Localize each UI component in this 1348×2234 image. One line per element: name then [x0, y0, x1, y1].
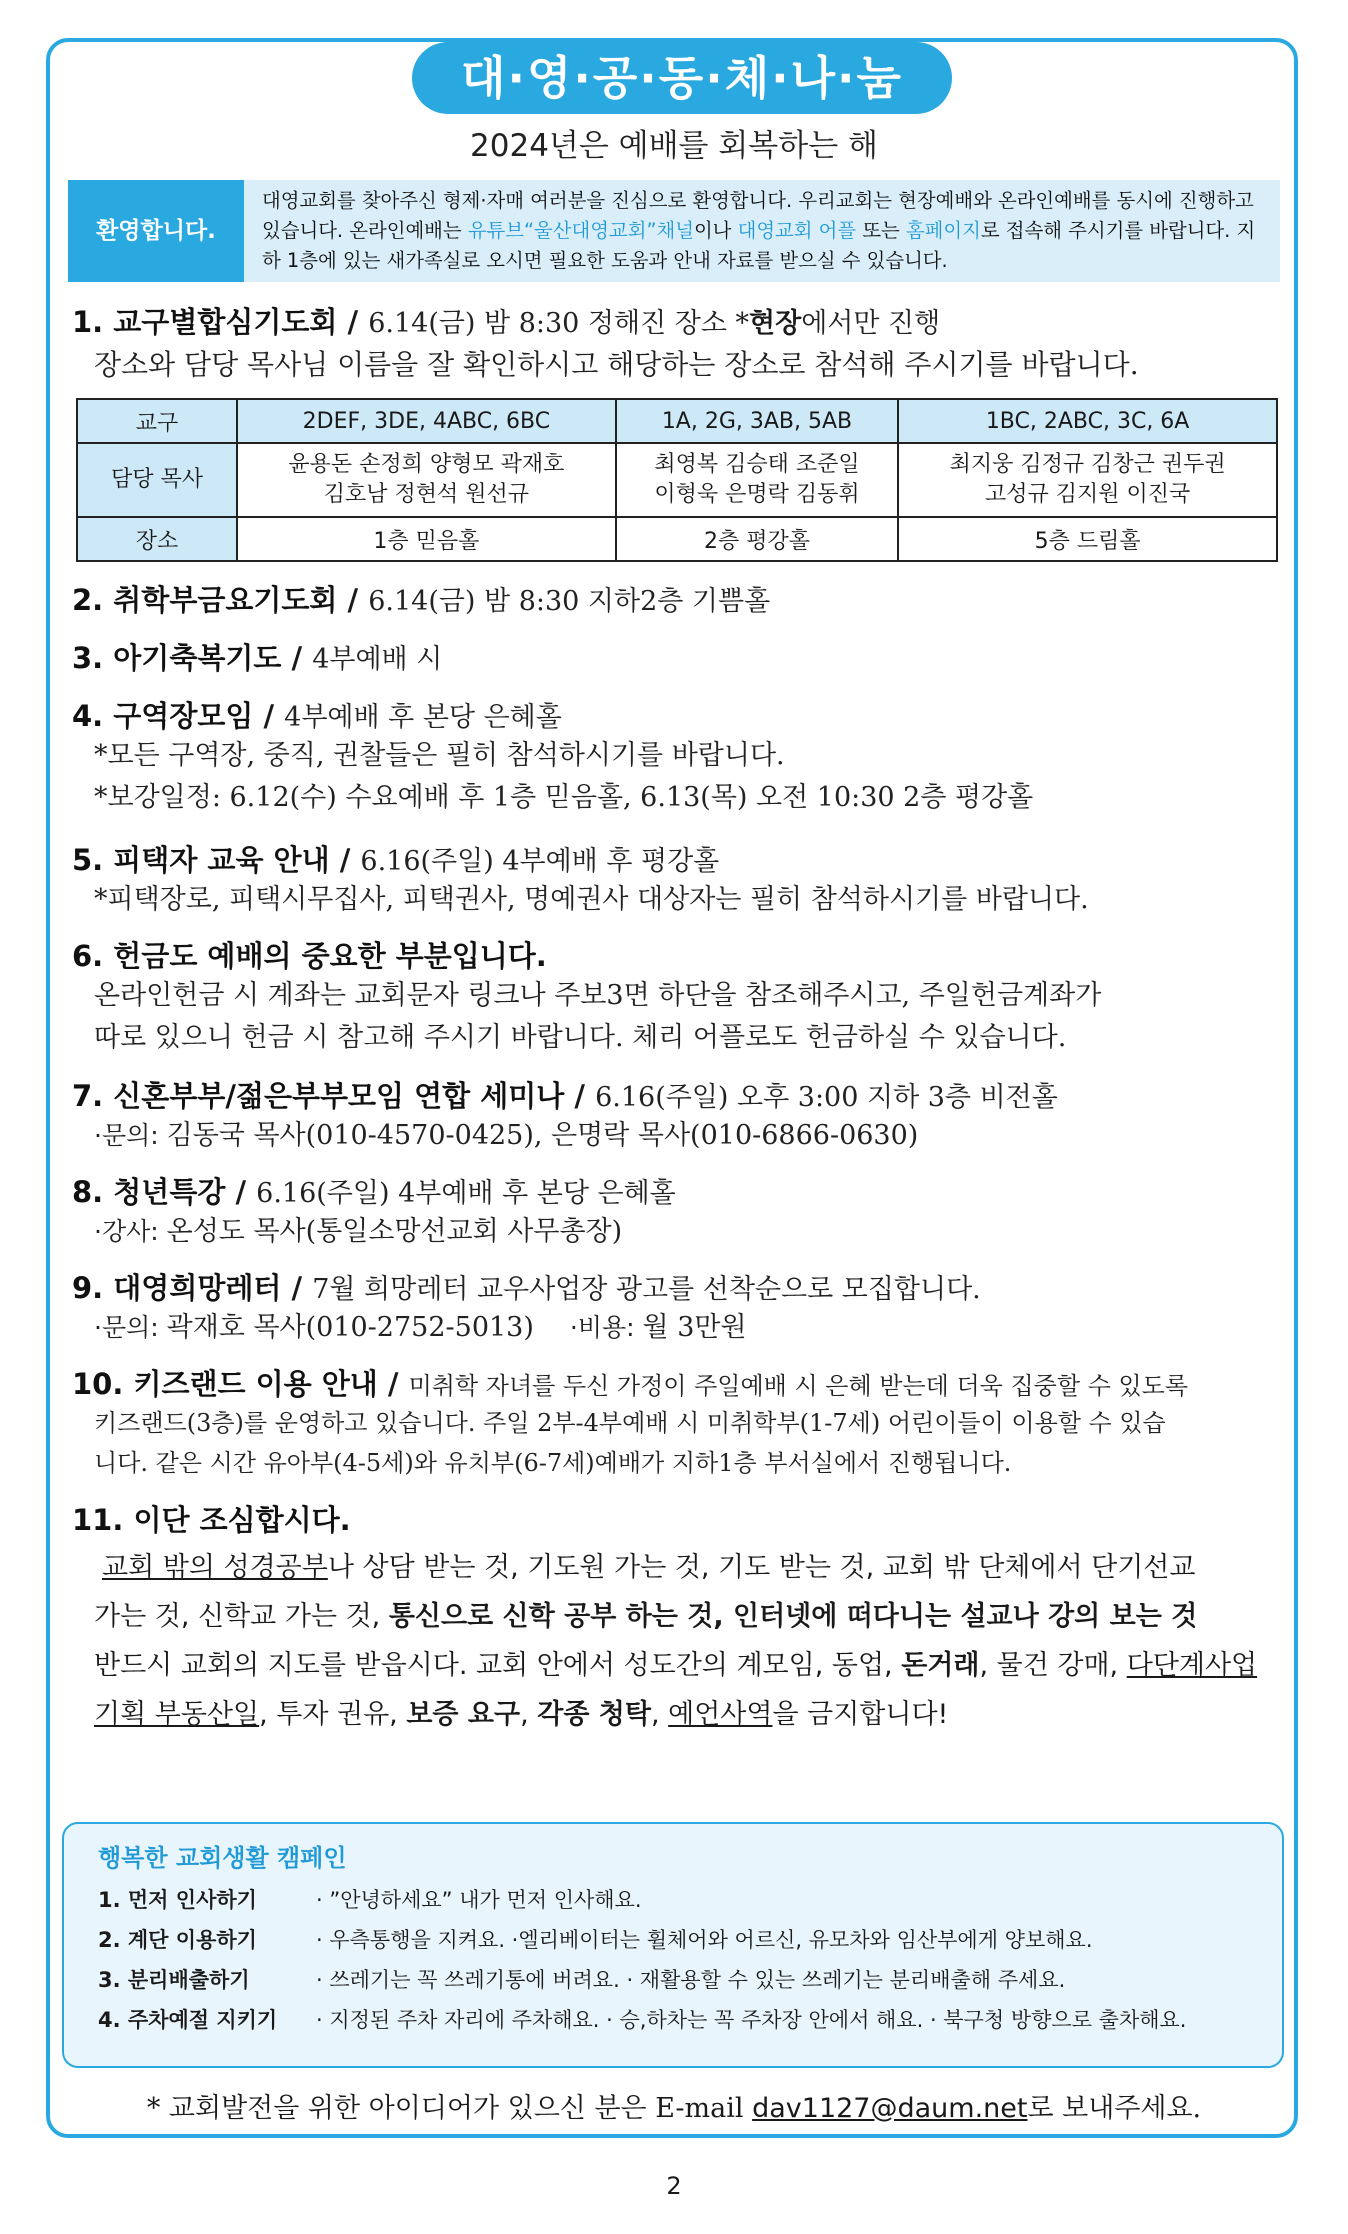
- notice-1-body: 장소와 담당 목사님 이름을 잘 확인하시고 해당하는 장소로 참석해 주시기를 바랍니다.: [94, 348, 1139, 381]
- notice-9: [72, 1266, 1292, 1349]
- notice-9-label: ·문의:: [94, 1313, 167, 1342]
- notice-4-title: 4. 구역장모임: [72, 699, 254, 733]
- table-cell: 2층 평강홀: [616, 517, 898, 561]
- notice-11-bold: 보증 요구: [406, 1699, 521, 1730]
- notice-5-date: 6.16(주일) 4부예배 후 평강홀: [360, 846, 720, 877]
- app-link[interactable]: 대영교회 어플: [737, 219, 857, 242]
- table-cell: 2DEF, 3DE, 4ABC, 6BC: [237, 399, 616, 443]
- notice-11-underlined: 예언사역: [668, 1699, 773, 1730]
- table-cell: 1A, 2G, 3AB, 5AB: [616, 399, 898, 443]
- separator: /: [281, 641, 313, 675]
- notice-11-text: ,: [520, 1699, 538, 1730]
- table-row: [77, 443, 1277, 517]
- notice-11-underlined: 교회 밖의 성경공부: [102, 1552, 328, 1583]
- notice-9-label2: ·비용:: [569, 1313, 643, 1342]
- notice-7-line: 김동국 목사(010-4570-0425), 은명락 목사(010-6866-0630): [166, 1120, 919, 1151]
- campaign-row: [98, 2004, 1268, 2040]
- notice-9-line2: 월 3만원: [642, 1312, 747, 1343]
- welcome-tag: 환영합니다.: [68, 180, 244, 282]
- separator: /: [281, 1271, 313, 1305]
- notice-11-underlined: 다단계사업: [1126, 1650, 1258, 1681]
- table-cell: 1BC, 2ABC, 3C, 6A: [898, 399, 1277, 443]
- separator: /: [377, 1367, 409, 1401]
- notice-11-text: 을 금지합니다!: [772, 1699, 949, 1730]
- notice-11: [72, 1498, 1292, 1739]
- notice-2-date: 6.14(금) 밤 8:30 지하2층 기쁨홀: [368, 586, 771, 617]
- notice-4: [72, 694, 1292, 819]
- pastor-line: 고성규 김지원 이진국: [984, 482, 1191, 507]
- youtube-link[interactable]: 유튜브“울산대영교회”채널: [467, 219, 694, 242]
- notice-3: [72, 636, 1292, 677]
- separator: /: [337, 583, 369, 617]
- welcome-box: [68, 180, 1280, 282]
- notice-5-title: 5. 피택자 교육 안내: [72, 843, 330, 877]
- district-table: [76, 398, 1278, 562]
- table-header: 교구: [77, 399, 237, 443]
- campaign-label: 2. 계단 이용하기: [98, 1928, 257, 1952]
- campaign-text: · ”안녕하세요” 내가 먼저 인사해요.: [316, 1888, 642, 1912]
- notice-11-bold: 돈거래: [901, 1650, 980, 1681]
- notice-7-date: 6.16(주일) 오후 3:00 지하 3층 비전홀: [595, 1082, 1058, 1113]
- table-cell: 5층 드림홀: [898, 517, 1277, 561]
- notice-10-title: 10. 키즈랜드 이용 안내: [72, 1367, 378, 1401]
- notice-2: [72, 578, 1292, 619]
- campaign-label: 1. 먼저 인사하기: [98, 1888, 257, 1912]
- notice-4-line: *모든 구역장, 중직, 권찰들은 필히 참석하시기를 바랍니다.: [94, 740, 785, 771]
- notice-11-text: 반드시 교회의 지도를 받읍시다. 교회 안에서 성도간의 계모임, 동업,: [94, 1650, 902, 1681]
- campaign-text: · 우측통행을 지켜요. ·엘리베이터는 휠체어와 어르신, 유모차와 임산부에게 양보해요.: [316, 1928, 1093, 1952]
- notice-4-date: 4부예배 후 본당 은혜홀: [284, 702, 562, 733]
- homepage-link[interactable]: 홈페이지: [905, 219, 981, 242]
- pastor-line: 최지웅 김정규 김창근 권두권: [949, 452, 1226, 477]
- notice-10-line: 키즈랜드(3층)를 운영하고 있습니다. 주일 2부-4부예배 시 미취학부(1-7세) 어린이들이 이용할 수 있습: [94, 1409, 1166, 1437]
- campaign-label: 4. 주차예절 지키기: [98, 2008, 278, 2032]
- footer-text: * 교회발전을 위한 아이디어가 있으신 분은 E-mail: [146, 2093, 753, 2124]
- notice-2-title: 2. 취학부금요기도회: [72, 583, 338, 617]
- notice-11-text: , 투자 권유,: [259, 1699, 407, 1730]
- notice-3-title: 3. 아기축복기도: [72, 641, 282, 675]
- notice-8-date: 6.16(주일) 4부예배 후 본당 은혜홀: [256, 1178, 676, 1209]
- notice-11-title: 11. 이단 조심합시다.: [72, 1503, 351, 1537]
- notice-7: [72, 1074, 1292, 1157]
- notice-7-label: ·문의:: [94, 1121, 167, 1150]
- campaign-row: [98, 1884, 1268, 1920]
- notice-11-text: , 물건 강매,: [979, 1650, 1127, 1681]
- welcome-text-part: 이나: [693, 219, 738, 242]
- notice-3-date: 4부예배 시: [312, 644, 443, 675]
- campaign-row: [98, 1924, 1268, 1960]
- table-cell: 1층 믿음홀: [237, 517, 616, 561]
- notice-11-text: 나 상담 받는 것, 기도원 가는 것, 기도 받는 것, 교회 밖 단체에서 단기선교: [327, 1552, 1196, 1583]
- notice-1-title: 1. 교구별합심기도회: [72, 305, 338, 339]
- notice-6-title: 6. 헌금도 예배의 중요한 부분입니다.: [72, 939, 547, 973]
- separator: /: [225, 1175, 257, 1209]
- notice-5-line: *피택장로, 피택시무집사, 피택권사, 명예권사 대상자는 필히 참석하시기를 바랍니다.: [94, 884, 1089, 915]
- notice-10-line: 미취학 자녀를 두신 가정이 주일예배 시 은혜 받는데 더욱 집중할 수 있도록: [408, 1372, 1189, 1400]
- notice-1-rest: 에서만 진행: [801, 308, 941, 339]
- notice-8-line: 온성도 목사(통일소망선교회 사무총장): [166, 1216, 623, 1247]
- table-row: [77, 517, 1277, 561]
- welcome-text: [262, 186, 1272, 276]
- footer-note: [0, 2086, 1348, 2125]
- notice-6-line: 온라인헌금 시 계좌는 교회문자 링크나 주보3면 하단을 참조해주시고, 주일헌금계좌가: [94, 980, 1102, 1011]
- separator: /: [337, 305, 369, 339]
- notice-11-bold: 통신으로 신학 공부 하는 것, 인터넷에 떠다니는 설교나 강의 보는 것: [388, 1601, 1198, 1632]
- campaign-text: · 쓰레기는 꼭 쓰레기통에 버려요. · 재활용할 수 있는 쓰레기는 분리배출해 주세요.: [316, 1968, 1066, 1992]
- notice-8-title: 8. 청년특강: [72, 1175, 226, 1209]
- table-row: [77, 399, 1277, 443]
- notice-4-line: *보강일정: 6.12(수) 수요예배 후 1층 믿음홀, 6.13(목) 오전 10:30 2층 평강홀: [94, 782, 1034, 813]
- welcome-text-part: 또는: [856, 219, 906, 242]
- pastor-line: 김호남 정현석 원선규: [323, 482, 530, 507]
- page-subtitle: 2024년은 예배를 회복하는 해: [470, 128, 878, 164]
- notice-6: [72, 934, 1292, 1059]
- notice-11-bold: 각종 청탁: [537, 1699, 651, 1730]
- table-cell: [616, 443, 898, 517]
- welcome-text-part: 대영교회를 찾아주신 형제·자매 여러분을 진심으로 환영합니다. 우리교회는 현장예배와 온라인예배를 동시에 진행하고 있습니다. 온라인예배는: [262, 189, 1254, 242]
- notice-9-title: 9. 대영희망레터: [72, 1271, 282, 1305]
- table-cell: [237, 443, 616, 517]
- notice-1: [72, 300, 1292, 389]
- notice-6-line: 따로 있으니 헌금 시 참고해 주시기 바랍니다. 체리 어플로도 헌금하실 수 있습니다.: [94, 1022, 1067, 1053]
- notice-10: [72, 1362, 1292, 1483]
- campaign-text: · 지정된 주차 자리에 주차해요. · 승,하차는 꼭 주차장 안에서 해요. · 북구청 방향으로 출차해요.: [316, 2008, 1187, 2032]
- campaign-row: [98, 1964, 1268, 2000]
- star-mark: *: [735, 308, 750, 339]
- pastor-line: 이형욱 은명락 김동휘: [654, 482, 860, 507]
- page-number: 2: [666, 2172, 682, 2200]
- pastor-line: 최영복 김승태 조준일: [654, 452, 860, 477]
- table-cell: [898, 443, 1277, 517]
- campaign-title: 행복한 교회생활 캠페인: [98, 1844, 347, 1872]
- notice-1-date: 6.14(금) 밤 8:30 정해진 장소: [368, 308, 736, 339]
- footer-text: 로 보내주세요.: [1027, 2093, 1202, 2124]
- notice-1-emph: 현장: [749, 308, 802, 339]
- separator: /: [564, 1079, 596, 1113]
- separator: /: [329, 843, 361, 877]
- email-link[interactable]: dav1127@daum.net: [752, 2093, 1028, 2124]
- campaign-label: 3. 분리배출하기: [98, 1968, 250, 1992]
- notice-11-text: 가는 것, 신학교 가는 것,: [94, 1601, 389, 1632]
- notice-8: [72, 1170, 1292, 1253]
- table-header: 담당 목사: [77, 443, 237, 517]
- notice-11-text: ,: [650, 1699, 669, 1730]
- pastor-line: 윤용돈 손정희 양형모 곽재호: [288, 452, 565, 477]
- table-header: 장소: [77, 517, 237, 561]
- separator: /: [253, 699, 285, 733]
- notice-9-line: 곽재호 목사(010-2752-5013): [166, 1312, 534, 1343]
- page-title: 대·영·공·동·체·나·눔: [412, 42, 952, 114]
- notice-11-body: [72, 1543, 1292, 1739]
- notice-7-title: 7. 신혼부부/젊은부부모임 연합 세미나: [72, 1079, 565, 1113]
- campaign-box: [62, 1822, 1284, 2068]
- welcome-text-part: 로 접속해 주시기를 바랍니다. 지하 1층에 있는 새가족실로 오시면 필요한 도움과 안내 자료를 받으실 수 있습니다.: [262, 219, 1256, 272]
- notice-10-line: 니다. 같은 시간 유아부(4-5세)와 유치부(6-7세)예배가 지하1층 부서실에서 진행됩니다.: [94, 1449, 1012, 1477]
- notice-9-date: 7월 희망레터 교우사업장 광고를 선착순으로 모집합니다.: [312, 1274, 981, 1305]
- notice-11-underlined: 기획 부동산일: [94, 1699, 260, 1730]
- notice-5: [72, 838, 1292, 921]
- notice-8-label: ·강사:: [94, 1217, 167, 1246]
